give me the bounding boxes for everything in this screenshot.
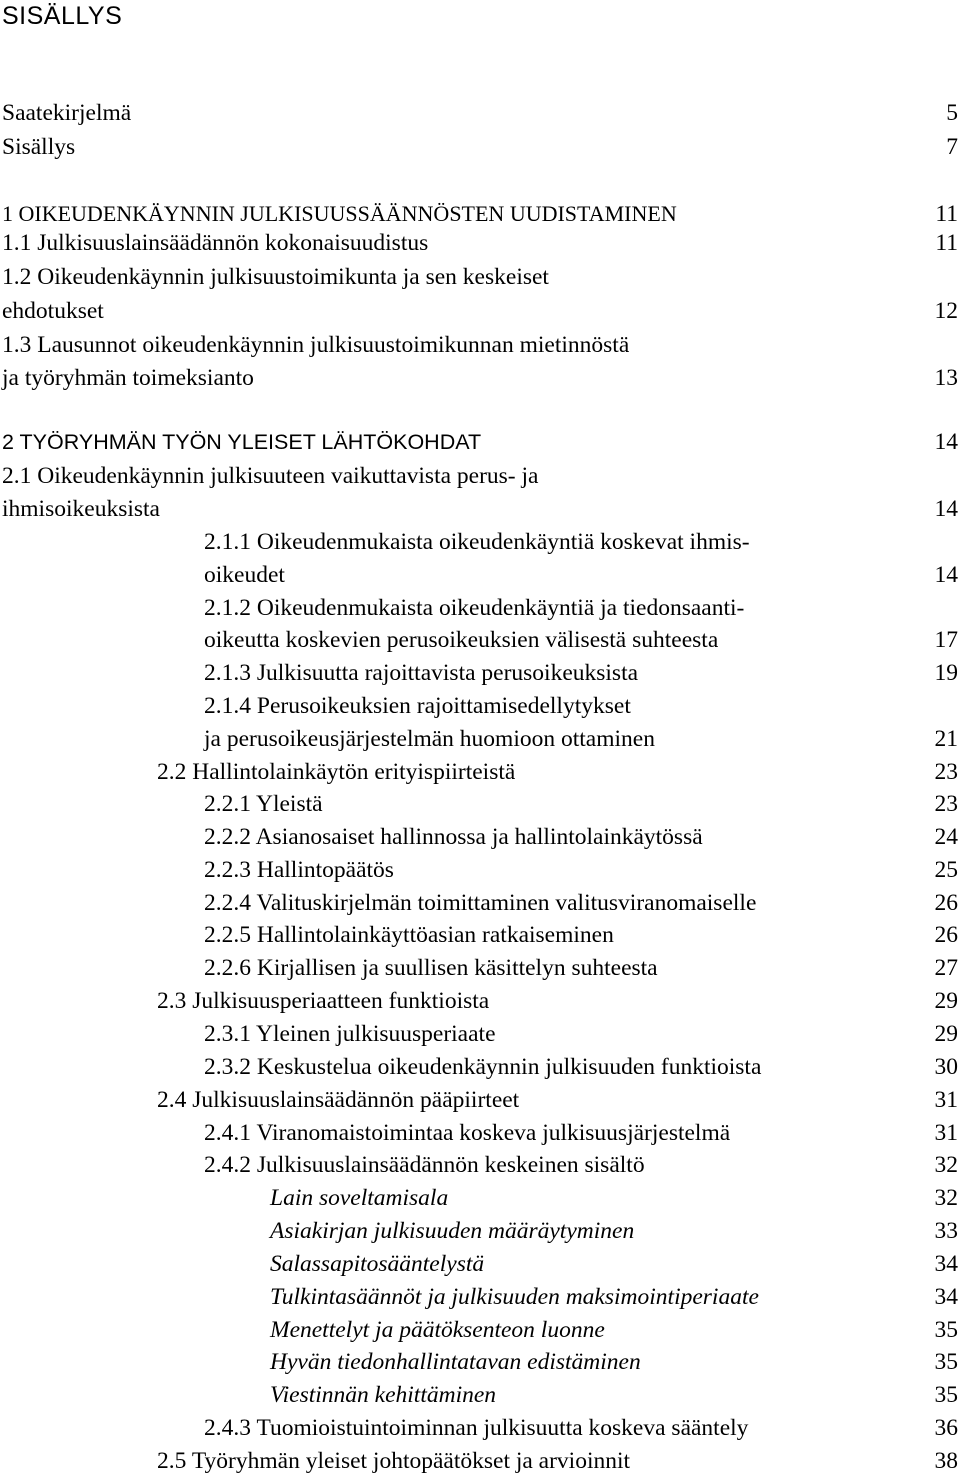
toc-entry-page: 33 (934, 1218, 958, 1244)
toc-entry-page: 14 (934, 429, 958, 455)
toc-entry-page: 38 (934, 1448, 958, 1474)
toc-entry-page: 27 (934, 955, 958, 981)
toc-chapter-heading: 2 TYÖRYHMÄN TYÖN YLEISET LÄHTÖKOHDAT (2, 430, 482, 454)
toc-entry-page: 26 (934, 890, 958, 916)
toc-entry-text: 2.2.6 Kirjallisen ja suullisen käsittelyn suhteesta (204, 955, 658, 981)
toc-entry-text: 2.4 Julkisuuslainsäädännön pääpiirteet (157, 1087, 520, 1113)
toc-entry-text: oikeudet (204, 562, 285, 588)
toc-entry-text: 2.1.1 Oikeudenmukaista oikeudenkäyntiä koskevat ihmis- (204, 529, 750, 555)
toc-entry-page: 32 (934, 1152, 958, 1178)
toc-entry-page: 13 (934, 365, 958, 391)
toc-entry-page: 23 (934, 759, 958, 785)
toc-entry-text: Menettelyt ja päätöksenteon luonne (270, 1317, 605, 1343)
toc-entry-page: 14 (934, 496, 958, 522)
toc-entry-text: 2.3.2 Keskustelua oikeudenkäynnin julkisuuden funktioista (204, 1054, 762, 1080)
toc-entry-page: 11 (935, 201, 958, 227)
toc-entry-page: 35 (934, 1349, 958, 1375)
toc-entry-text: ja perusoikeusjärjestelmän huomioon ottaminen (204, 726, 655, 752)
toc-entry-text: 1.1 Julkisuuslainsäädännön kokonaisuudistus (2, 230, 429, 256)
toc-entry-page: 7 (946, 134, 958, 160)
toc-entry-page: 36 (934, 1415, 958, 1441)
toc-entry-page: 31 (934, 1120, 958, 1146)
toc-entry-text: 2.2 Hallintolainkäytön erityispiirteistä (157, 759, 516, 785)
toc-entry-page: 11 (935, 230, 958, 256)
toc-entry-text: 1.2 Oikeudenkäynnin julkisuustoimikunta ja sen keskeiset (2, 264, 549, 290)
toc-entry-text: 2.4.2 Julkisuuslainsäädännön keskeinen sisältö (204, 1152, 645, 1178)
toc-entry-text: 2.2.5 Hallintolainkäyttöasian ratkaiseminen (204, 922, 614, 948)
toc-entry-text: ihmisoikeuksista (2, 496, 160, 522)
toc-entry-page: 24 (934, 824, 958, 850)
toc-entry-text: 2.1.2 Oikeudenmukaista oikeudenkäyntiä ja tiedonsaanti- (204, 595, 745, 621)
toc-chapter-heading: 1 OIKEUDENKÄYNNIN JULKISUUSSÄÄNNÖSTEN UUDISTAMINEN (2, 201, 677, 226)
toc-entry-text: Salassapitosääntelystä (270, 1251, 485, 1277)
toc-entry-page: 35 (934, 1382, 958, 1408)
toc-entry-text: 2.1 Oikeudenkäynnin julkisuuteen vaikuttavista perus- ja (2, 463, 539, 489)
toc-entry-page: 23 (934, 791, 958, 817)
toc-entry-text: Asiakirjan julkisuuden määräytyminen (270, 1218, 635, 1244)
toc-entry-page: 12 (934, 298, 958, 324)
toc-entry-text: 2.2.1 Yleistä (204, 791, 323, 817)
toc-entry-text: 2.1.3 Julkisuutta rajoittavista perusoikeuksista (204, 660, 639, 686)
toc-entry-page: 26 (934, 922, 958, 948)
toc-entry-page: 30 (934, 1054, 958, 1080)
toc-entry-text: 2.2.3 Hallintopäätös (204, 857, 394, 883)
toc-entry-text: Lain soveltamisala (270, 1185, 449, 1211)
toc-entry-text: 2.1.4 Perusoikeuksien rajoittamisedellytykset (204, 693, 631, 719)
toc-entry-text: Viestinnän kehittäminen (270, 1382, 497, 1408)
toc-entry-text: 2.3 Julkisuusperiaatteen funktioista (157, 988, 490, 1014)
toc-entry-text: ehdotukset (2, 298, 104, 324)
toc-entry-text: 1.3 Lausunnot oikeudenkäynnin julkisuustoimikunnan mietinnöstä (2, 332, 630, 358)
toc-entry-page: 5 (946, 100, 958, 126)
toc-entry-page: 21 (934, 726, 958, 752)
toc-entry-text: ja työryhmän toimeksianto (2, 365, 254, 391)
toc-entry-text: oikeutta koskevien perusoikeuksien välisestä suhteesta (204, 627, 719, 653)
toc-entry-page: 34 (934, 1284, 958, 1310)
toc-entry-page: 31 (934, 1087, 958, 1113)
page-title: SISÄLLYS (2, 2, 123, 30)
toc-entry-text: Tulkintasäännöt ja julkisuuden maksimointiperiaate (270, 1284, 759, 1310)
toc-entry-page: 32 (934, 1185, 958, 1211)
toc-entry-page: 14 (934, 562, 958, 588)
toc-entry-text: 2.2.4 Valituskirjelmän toimittaminen valitusviranomaiselle (204, 890, 757, 916)
toc-entry-page: 19 (934, 660, 958, 686)
toc-entry-page: 17 (934, 627, 958, 653)
toc-entry-page: 34 (934, 1251, 958, 1277)
toc-entry-page: 29 (934, 988, 958, 1014)
toc-entry-text: 2.4.1 Viranomaistoimintaa koskeva julkisuusjärjestelmä (204, 1120, 731, 1146)
toc-entry-text: 2.5 Työryhmän yleiset johtopäätökset ja arvioinnit (157, 1448, 631, 1474)
toc-entry-text: Hyvän tiedonhallintatavan edistäminen (270, 1349, 641, 1375)
toc-entry-page: 25 (934, 857, 958, 883)
toc-entry-text: 2.2.2 Asianosaiset hallinnossa ja hallintolainkäytössä (204, 824, 703, 850)
toc-entry-page: 35 (934, 1317, 958, 1343)
toc-entry-page: 29 (934, 1021, 958, 1047)
toc-entry-text: 2.4.3 Tuomioistuintoiminnan julkisuutta koskeva sääntely (204, 1415, 749, 1441)
toc-entry-text: Saatekirjelmä (2, 100, 132, 126)
toc-entry-text: 2.3.1 Yleinen julkisuusperiaate (204, 1021, 496, 1047)
toc-entry-text: Sisällys (2, 134, 76, 160)
